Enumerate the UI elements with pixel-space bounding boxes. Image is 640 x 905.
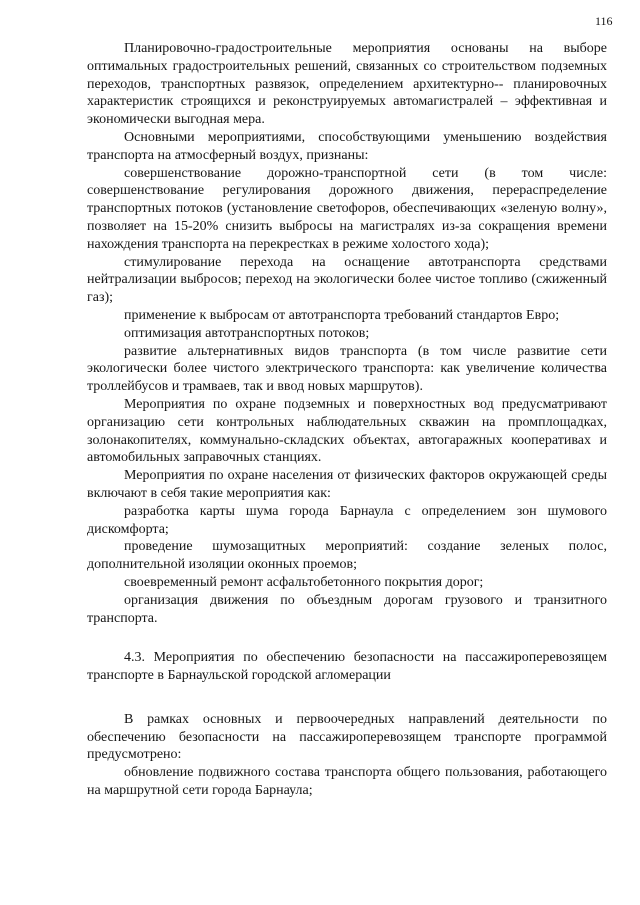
section-heading: 4.3. Мероприятия по обеспечению безопасности на пассажироперевозящем транспорте в Барнаульской городской агломерации (87, 650, 607, 684)
paragraph-safety-program-intro: В рамках основных и первоочередных направлений деятельности по обеспечению безопасности на пассажироперевозящем транспорте программой предусмотрено: (87, 711, 607, 763)
paragraph-main-measures-intro: Основными мероприятиями, способствующими уменьшению воздействия транспорта на атмосферный воздух, признаны: (87, 129, 607, 163)
list-item-road-repair: своевременный ремонт асфальтобетонного покрытия дорог; (124, 574, 484, 590)
list-item-noise-map: разработка карты шума города Барнаула с определением зон шумового дискомфорта; (87, 503, 607, 537)
document-body (87, 40, 607, 800)
list-item-alternative-transport: развитие альтернативных видов транспорта (в том числе развитие сети экологически более чистого электрического транспорта: как увеличение количества троллейбусов и трамваев, так и ввод новых маршрутов). (87, 343, 607, 395)
page-number: 116 (595, 14, 613, 28)
paragraph-water-protection: Мероприятия по охране подземных и поверхностных вод предусматривают организацию сети контрольных наблюдательных скважин на промплощадках, золонакопителях, коммунально-складских объектах, автогаражных кооперативах и автомобильных заправочных станциях. (87, 396, 607, 466)
list-item-neutralization: стимулирование перехода на оснащение автотранспорта средствами нейтрализации выбросов; переход на экологически более чистое топливо (сжиженный газ); (87, 254, 607, 306)
paragraph-planning-measures: Планировочно-градостроительные мероприятия основаны на выборе оптимальных градостроительных решений, связанных со строительством подземных переходов, транспортных развязок, определением архитектурно-- планировочных характеристик строящихся и реконструируемых автомагистралей – эффективная и экономически выгодная мера. (87, 41, 607, 128)
list-item-road-network: совершенствование дорожно-транспортной сети (в том числе: совершенствование регулирования дорожного движения, перераспределение транспортных потоков (установление светофоров, обеспечивающих «зеленую волну», позволяет на 15-20% снизить выбросы на магистралях из-за сокращения времени нахождения транспорта на перекрестках в режиме холостого хода); (87, 165, 607, 252)
list-item-bypass-roads: организация движения по объездным дорогам грузового и транзитного транспорта. (87, 592, 607, 626)
paragraph-physical-factors-intro: Мероприятия по охране населения от физических факторов окружающей среды включают в себя такие мероприятия как: (87, 468, 607, 501)
list-item-fleet-renewal: обновление подвижного состава транспорта общего пользования, работающего на маршрутной сети города Барнаула; (87, 765, 607, 799)
list-item-traffic-optimization: оптимизация автотранспортных потоков; (124, 325, 370, 341)
list-item-noise-protection: проведение шумозащитных мероприятий: создание зеленых полос, дополнительной изоляции оконных проемов; (87, 539, 607, 573)
list-item-euro-standards: применение к выбросам от автотранспорта требований стандартов Евро; (124, 307, 560, 323)
